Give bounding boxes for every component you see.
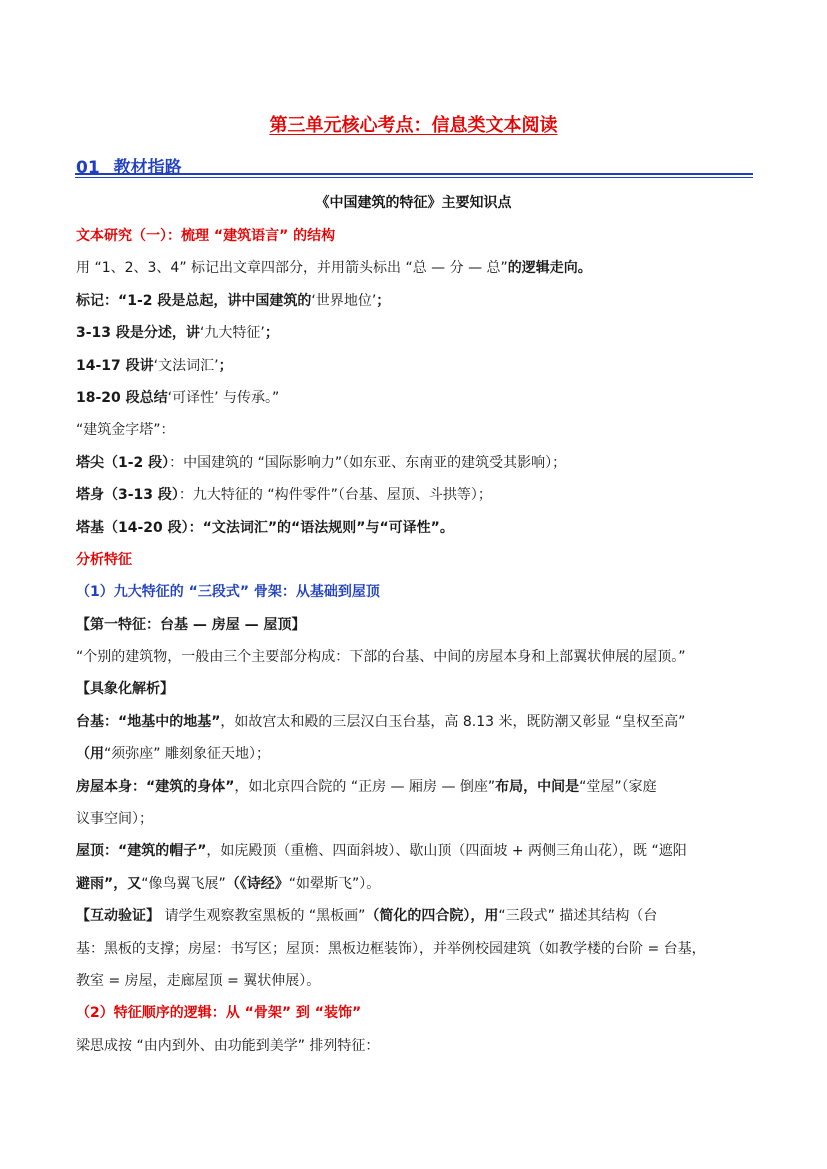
line-text: 用 “1、2、3、4” 标记出文章四部分，并用箭头标出 “总 — 分 — 总” [76, 260, 508, 277]
heading-text: （1）九大特征的 “三段式” 骨架：从基础到屋顶 [76, 584, 380, 601]
text-line [76, 738, 756, 770]
line-text: 塔基（14-20 段）：“文法词汇”的“语法规则”与“可译性”。 [76, 519, 454, 536]
subheading-feature-order [76, 997, 756, 1029]
text-line [76, 835, 756, 867]
text-line [76, 771, 756, 803]
text-line [76, 803, 756, 835]
line-text: “堂屋”（家庭 [579, 778, 657, 795]
line-text: ，如北京四合院的 “正房 — 厢房 — 倒座” [234, 778, 496, 795]
section-number: 01 [76, 158, 100, 178]
text-line [76, 285, 756, 317]
line-text: 屋顶：“建筑的帽子” [76, 843, 207, 860]
line-text: 台基：“地基中的地基” [76, 713, 221, 730]
line-text: 房屋本身：“建筑的身体” [76, 778, 235, 795]
line-text: 布局，中间是 [495, 778, 580, 795]
line-text: ：九大特征的 “构件零件”（台基、屋顶、斗拱等）； [178, 487, 492, 504]
section-double-rule [75, 173, 753, 178]
line-text: （简化的四合院），用 [365, 908, 499, 925]
text-line [76, 350, 756, 382]
section-label: 教材指路 [113, 158, 182, 178]
line-text: ‘文法词汇’ [153, 357, 219, 374]
line-text: ； [264, 325, 279, 342]
text-line [76, 1030, 756, 1062]
page-title: 第三单元核心考点：信息类文本阅读 [269, 115, 558, 136]
line-text: “建筑金字塔”： [76, 422, 175, 439]
line-text: ‘九大特征’ [199, 325, 265, 342]
line-text: 议事空间）； [76, 811, 153, 828]
text-line [76, 641, 756, 673]
text-line [76, 706, 756, 738]
text-line [76, 609, 756, 641]
text-line [76, 479, 756, 511]
line-text: 3-13 段是分述，讲 [76, 325, 200, 342]
line-text: “三段式” 描述其结构（台 [498, 908, 658, 925]
subheading-three-part [76, 576, 756, 608]
line-text: 14-17 段讲 [76, 357, 154, 374]
text-line [76, 252, 756, 284]
heading-text-research [76, 220, 756, 252]
text-line [76, 447, 756, 479]
line-text: 【具象化解析】 [76, 681, 174, 698]
line-text: 的逻辑走向。 [507, 260, 592, 277]
line-text: 塔身（3-13 段） [76, 487, 179, 504]
text-line [76, 673, 756, 705]
text-line [76, 382, 756, 414]
line-text: ； [218, 357, 233, 374]
heading-text: （2）特征顺序的逻辑：从 “骨架” 到 “装饰” [76, 1005, 362, 1022]
heading-analysis [76, 544, 756, 576]
line-text: ：中国建筑的 “国际影响力”（如东亚、东南亚的建筑受其影响）； [169, 454, 567, 471]
text-line [76, 900, 756, 932]
text-line [76, 868, 756, 900]
line-text: “个别的建筑物，一般由三个主要部分构成：下部的台基、中间的房屋本身和上部翼状伸展的屋顶。” [76, 649, 686, 666]
line-text: “像鸟翼飞展” [141, 875, 226, 892]
line-text: 梁思成按 “由内到外、由功能到美学” 排列特征： [76, 1037, 380, 1054]
line-text: 18-20 段总结 [76, 389, 168, 406]
heading-text: 分析特征 [76, 551, 132, 568]
document-body [76, 220, 756, 1062]
line-text: 教室 = 房屋，走廊屋顶 = 翼状伸展）。 [76, 972, 321, 989]
line-text: （《诗经》 [225, 875, 289, 892]
line-text: （用 [76, 746, 104, 763]
text-line [76, 965, 756, 997]
heading-text: 文本研究（一）：梳理 “建筑语言” 的结构 [76, 228, 336, 244]
line-text: 标记：“1-2 段是总起，讲中国建筑的 [76, 292, 312, 309]
line-text: “如翚斯飞”）。 [288, 875, 381, 892]
text-line [76, 933, 756, 965]
line-text: 【第一特征：台基 — 房屋 — 屋顶】 [76, 616, 306, 633]
document-subtitle: 《中国建筑的特征》主要知识点 [315, 195, 512, 211]
line-text: ，如庑殿顶（重檐、四面斜坡）、歇山顶（四面坡 + 两侧三角山花），既 “遮阳 [206, 843, 687, 860]
text-line [76, 414, 756, 446]
line-text: “须弥座” 雕刻象征天地）； [104, 746, 270, 763]
line-text: 基：黑板的支撑；房屋：书写区；屋顶：黑板边框装饰），并举例校园建筑（如教学楼的台阶 = 台基， [76, 940, 706, 957]
text-line [76, 512, 756, 544]
line-text: ‘可译性’ 与传承。” [167, 389, 280, 406]
line-text: ‘世界地位’ [311, 292, 377, 309]
line-text: 请学生观察教室黑板的 “黑板画” [160, 908, 366, 925]
text-line [76, 317, 756, 349]
line-text: ； [376, 292, 391, 309]
line-text: 塔尖（1-2 段） [76, 454, 170, 471]
line-text: 避雨”，又 [76, 875, 142, 892]
line-text: ，如故宫太和殿的三层汉白玉台基，高 8.13 米，既防潮又彰显 “皇权至高” [220, 713, 686, 730]
line-text: 【互动验证】 [76, 908, 160, 925]
